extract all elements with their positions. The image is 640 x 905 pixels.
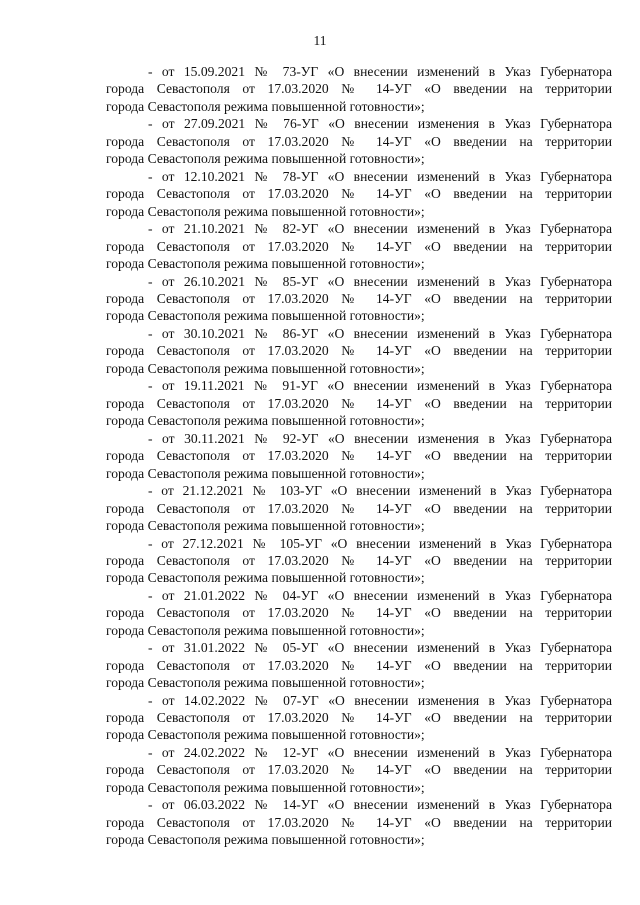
entry-line-3: города Севастополя режима повышенной готовности»;	[106, 98, 425, 114]
entry-line-3: города Севастополя режима повышенной готовности»;	[106, 675, 425, 691]
entry-line-2: города Севастополя от 17.03.2020 № 14-УГ «О введении на территории	[106, 814, 612, 830]
entry-line-1: - от 21.12.2021 № 103-УГ «О внесении изменений в Указ Губернатора	[148, 483, 612, 499]
entry-line-3: города Севастополя режима повышенной готовности»;	[106, 465, 425, 481]
entry-line-1: - от 27.12.2021 № 105-УГ «О внесении изменений в Указ Губернатора	[148, 535, 612, 551]
entry-line-3: города Севастополя режима повышенной готовности»;	[106, 517, 425, 533]
entry-line-3: города Севастополя режима повышенной готовности»;	[106, 255, 425, 271]
entry-line-3: города Севастополя режима повышенной готовности»;	[106, 151, 425, 167]
amendment-entry	[106, 639, 612, 691]
amendment-entry	[106, 220, 612, 272]
amendment-entry	[106, 63, 612, 115]
entry-line-3: города Севастополя режима повышенной готовности»;	[106, 727, 425, 743]
amendment-entry	[106, 587, 612, 639]
amendment-entry	[106, 325, 612, 377]
amendment-entry	[106, 377, 612, 429]
entry-line-2: города Севастополя от 17.03.2020 № 14-УГ «О введении на территории	[106, 290, 612, 306]
entry-line-1: - от 30.10.2021 № 86-УГ «О внесении изменений в Указ Губернатора	[148, 325, 612, 341]
amendment-entry	[106, 115, 612, 167]
amendment-entry	[106, 744, 612, 796]
entry-line-2: города Севастополя от 17.03.2020 № 14-УГ «О введении на территории	[106, 552, 612, 568]
entry-line-3: города Севастополя режима повышенной готовности»;	[106, 413, 425, 429]
entry-line-3: города Севастополя режима повышенной готовности»;	[106, 308, 425, 324]
entry-line-3: города Севастополя режима повышенной готовности»;	[106, 779, 425, 795]
entry-line-2: города Севастополя от 17.03.2020 № 14-УГ «О введении на территории	[106, 762, 612, 778]
entry-line-3: города Севастополя режима повышенной готовности»;	[106, 360, 425, 376]
entry-line-2: города Севастополя от 17.03.2020 № 14-УГ «О введении на территории	[106, 500, 612, 516]
entry-line-3: города Севастополя режима повышенной готовности»;	[106, 622, 425, 638]
entry-line-2: города Севастополя от 17.03.2020 № 14-УГ «О введении на территории	[106, 186, 612, 202]
amendment-list	[106, 63, 612, 849]
entry-line-2: города Севастополя от 17.03.2020 № 14-УГ «О введении на территории	[106, 343, 612, 359]
entry-line-1: - от 15.09.2021 № 73-УГ «О внесении изменений в Указ Губернатора	[148, 64, 612, 79]
entry-line-1: - от 26.10.2021 № 85-УГ «О внесении изменений в Указ Губернатора	[148, 273, 612, 289]
entry-line-1: - от 24.02.2022 № 12-УГ «О внесении изменений в Указ Губернатора	[148, 745, 612, 761]
entry-line-1: - от 31.01.2022 № 05-УГ «О внесении изменений в Указ Губернатора	[148, 640, 612, 656]
entry-line-1: - от 21.10.2021 № 82-УГ «О внесении изменений в Указ Губернатора	[148, 221, 612, 237]
amendment-entry	[106, 535, 612, 587]
entry-line-2: города Севастополя от 17.03.2020 № 14-УГ «О введении на территории	[106, 238, 612, 254]
entry-line-3: города Севастополя режима повышенной готовности»;	[106, 203, 425, 219]
entry-line-1: - от 14.02.2022 № 07-УГ «О внесении изменения в Указ Губернатора	[148, 692, 612, 708]
entry-line-2: города Севастополя от 17.03.2020 № 14-УГ «О введении на территории	[106, 448, 612, 464]
entry-line-3: города Севастополя режима повышенной готовности»;	[106, 832, 425, 848]
entry-line-1: - от 19.11.2021 № 91-УГ «О внесении изменений в Указ Губернатора	[148, 378, 612, 394]
entry-line-2: города Севастополя от 17.03.2020 № 14-УГ «О введении на территории	[106, 395, 612, 411]
entry-line-2: города Севастополя от 17.03.2020 № 14-УГ «О введении на территории	[106, 710, 612, 726]
amendment-entry	[106, 430, 612, 482]
entry-line-2: города Севастополя от 17.03.2020 № 14-УГ «О введении на территории	[106, 657, 612, 673]
entry-line-2: города Севастополя от 17.03.2020 № 14-УГ «О введении на территории	[106, 133, 612, 149]
entry-line-1: - от 27.09.2021 № 76-УГ «О внесении изменения в Указ Губернатора	[148, 116, 612, 132]
page-number: 11	[313, 33, 327, 48]
entry-line-2: города Севастополя от 17.03.2020 № 14-УГ «О введении на территории	[106, 605, 612, 621]
amendment-entry	[106, 273, 612, 325]
entry-line-1: - от 12.10.2021 № 78-УГ «О внесении изменений в Указ Губернатора	[148, 168, 612, 184]
entry-line-2: города Севастополя от 17.03.2020 № 14-УГ «О введении на территории	[106, 81, 612, 97]
entry-line-1: - от 21.01.2022 № 04-УГ «О внесении изменений в Указ Губернатора	[148, 587, 612, 603]
amendment-entry	[106, 482, 612, 534]
entry-line-3: города Севастополя режима повышенной готовности»;	[106, 570, 425, 586]
amendment-entry	[106, 168, 612, 220]
entry-line-1: - от 06.03.2022 № 14-УГ «О внесении изменений в Указ Губернатора	[148, 797, 612, 813]
entry-line-1: - от 30.11.2021 № 92-УГ «О внесении изменения в Указ Губернатора	[148, 430, 612, 446]
amendment-entry	[106, 796, 612, 848]
amendment-entry	[106, 692, 612, 744]
